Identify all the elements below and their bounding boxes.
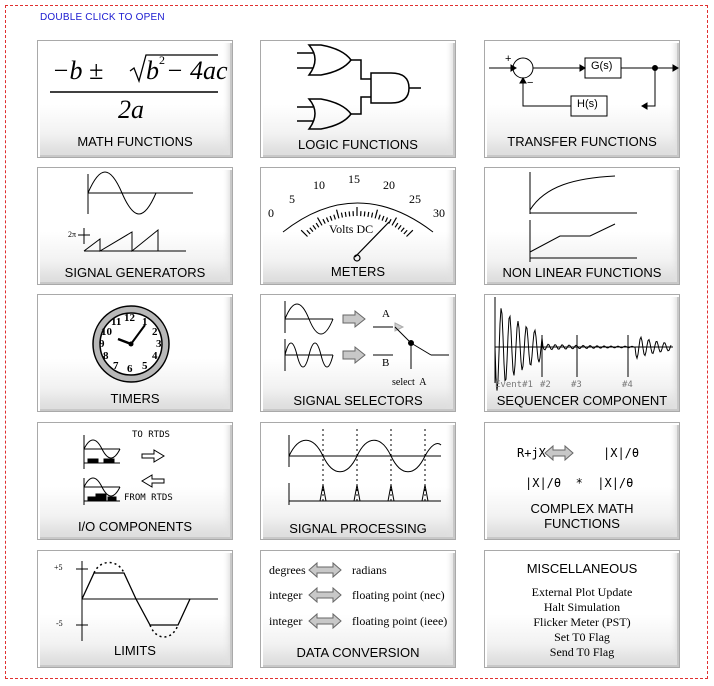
tile-sequencer-component[interactable]: [484, 294, 680, 412]
meter-scale-tick: [368, 212, 369, 217]
meter-scale-tick: [401, 228, 404, 232]
meter-tick-label: 5: [289, 192, 295, 206]
tile-non-linear-functions[interactable]: [484, 167, 680, 285]
clock-number: 9: [99, 338, 105, 350]
tile-complex-math-functions[interactable]: [484, 422, 680, 540]
formula-denominator: 2a: [118, 95, 144, 124]
event-marker: #3: [571, 380, 582, 390]
meter-scale-tick: [392, 218, 397, 226]
tile-transfer-functions[interactable]: [484, 40, 680, 158]
event-marker: #2: [540, 380, 551, 390]
meter-tick-label: 10: [313, 178, 325, 192]
clock-number: 7: [113, 360, 119, 372]
conversion-target: floating point (ieee): [352, 614, 448, 628]
clock-number: 2: [152, 326, 158, 338]
upper-limit-label: +5: [54, 563, 63, 572]
meter-scale-tick: [313, 225, 316, 229]
meter-tick-label: 25: [409, 192, 421, 206]
misc-item-list: [485, 585, 679, 660]
clock-number: 5: [142, 360, 148, 372]
meter-scale-tick: [406, 230, 412, 236]
tile-label: DATA CONVERSION: [296, 645, 420, 660]
clock-number: 4: [152, 350, 158, 362]
sum-plus: +: [505, 53, 512, 65]
tile-label: LIMITS: [114, 643, 156, 658]
conversion-target: floating point (nec): [352, 588, 445, 602]
tile-logic-functions[interactable]: [260, 40, 456, 158]
two-pi-label: 2π: [68, 230, 77, 239]
tile-label: SIGNAL GENERATORS: [64, 265, 206, 280]
polar-form: |X|/θ: [603, 446, 640, 460]
to-rtds-label: TO RTDS: [132, 430, 170, 440]
meter-tick-label: 30: [433, 206, 445, 220]
tile-label: SIGNAL SELECTORS: [293, 393, 423, 408]
meter-scale-tick: [379, 215, 381, 220]
meter-scale-tick: [341, 213, 342, 218]
tile-label: SIGNAL PROCESSING: [289, 521, 427, 536]
select-label: select A: [392, 377, 427, 388]
polar-product: |X|/θ * |X|/θ: [525, 476, 634, 490]
tile-label: LOGIC FUNCTIONS: [298, 137, 418, 152]
formula-b: b: [146, 56, 159, 85]
tile-label: MISCELLANEOUS: [526, 561, 638, 576]
event-marker: #4: [622, 380, 633, 390]
clock-number: 10: [101, 326, 112, 338]
clock-number: 1: [142, 316, 148, 328]
input-a-label: A: [382, 308, 390, 320]
tile-miscellaneous[interactable]: [484, 550, 680, 668]
meter-scale-tick: [307, 230, 310, 234]
meter-scale-tick: [404, 230, 407, 234]
meter-tick-label: 0: [268, 206, 274, 220]
formula-numerator-prefix: −b ±: [52, 56, 104, 85]
clock-number: 11: [111, 316, 122, 328]
tile-limits[interactable]: [37, 550, 233, 668]
tile-label: SEQUENCER COMPONENT: [496, 393, 668, 408]
formula-exponent: 2: [159, 53, 165, 67]
tile-label: MATH FUNCTIONS: [77, 134, 193, 149]
misc-item: Set T0 Flag: [554, 630, 610, 644]
tile-data-conversion[interactable]: [260, 550, 456, 668]
meter-unit-label: Volts DC: [329, 222, 374, 236]
clock-number: 12: [124, 312, 135, 324]
tile-label-line1: COMPLEX MATH: [530, 501, 634, 516]
meter-scale-tick: [345, 212, 346, 217]
tile-signal-processing[interactable]: [260, 422, 456, 540]
tile-timers[interactable]: [37, 294, 233, 412]
tile-label-line2: FUNCTIONS: [544, 516, 620, 531]
meter-scale-tick: [301, 230, 307, 236]
tile-label: TIMERS: [110, 391, 160, 406]
meter-scale-tick: [330, 216, 332, 221]
conversion-source: degrees: [269, 563, 306, 577]
meter-scale-tick: [385, 217, 387, 222]
tile-io-components[interactable]: [37, 422, 233, 540]
meter-scale-tick: [310, 228, 313, 232]
misc-item: External Plot Update: [531, 585, 633, 599]
clock-number: 8: [103, 350, 109, 362]
meter-scale-tick: [372, 213, 373, 218]
lower-limit-label: -5: [56, 619, 63, 628]
meter-scale-tick: [318, 218, 323, 226]
tile-label: METERS: [330, 264, 386, 279]
conversion-source: integer: [269, 614, 303, 628]
meter-scale-tick: [398, 225, 401, 229]
conversion-target: radians: [352, 563, 387, 577]
meter-tick-label: 15: [348, 172, 360, 186]
conversion-source: integer: [269, 588, 303, 602]
tile-meters[interactable]: [260, 167, 456, 285]
clock-number: 6: [127, 363, 133, 375]
meter-scale-tick: [323, 219, 325, 223]
from-rtds-label: FROM RTDS: [124, 493, 173, 503]
meter-scale-tick: [337, 210, 339, 219]
g-block-label: G(s): [591, 60, 613, 72]
input-b-label: B: [382, 357, 390, 369]
meter-tick-label: 20: [383, 178, 395, 192]
tile-signal-generators[interactable]: [37, 167, 233, 285]
meter-scale-tick: [382, 216, 384, 221]
meter-scale-tick: [316, 223, 319, 227]
double-click-hint: DOUBLE CLICK TO OPEN: [40, 12, 165, 23]
misc-item: Flicker Meter (PST): [533, 615, 631, 629]
tile-signal-selectors[interactable]: [260, 294, 456, 412]
tile-label: I/O COMPONENTS: [77, 519, 193, 534]
h-block-label: H(s): [577, 98, 598, 110]
misc-item: Halt Simulation: [543, 600, 621, 614]
event-marker: Event#1: [495, 380, 533, 390]
misc-item: Send T0 Flag: [549, 645, 615, 659]
meter-scale-tick: [375, 210, 377, 219]
tile-label: TRANSFER FUNCTIONS: [507, 134, 657, 149]
formula-4ac: − 4ac: [166, 56, 228, 85]
meter-scale-tick: [389, 219, 391, 223]
tile-math-functions[interactable]: [37, 40, 233, 158]
sum-minus: −: [527, 77, 534, 89]
meter-scale-tick: [349, 211, 350, 216]
tile-label: NON LINEAR FUNCTIONS: [502, 265, 662, 280]
meter-scale-tick: [334, 215, 336, 220]
rectangular-form: R+jX: [517, 446, 546, 460]
meter-scale-tick: [395, 223, 398, 227]
meter-scale-tick: [364, 211, 365, 216]
clock-number: 3: [156, 338, 162, 350]
